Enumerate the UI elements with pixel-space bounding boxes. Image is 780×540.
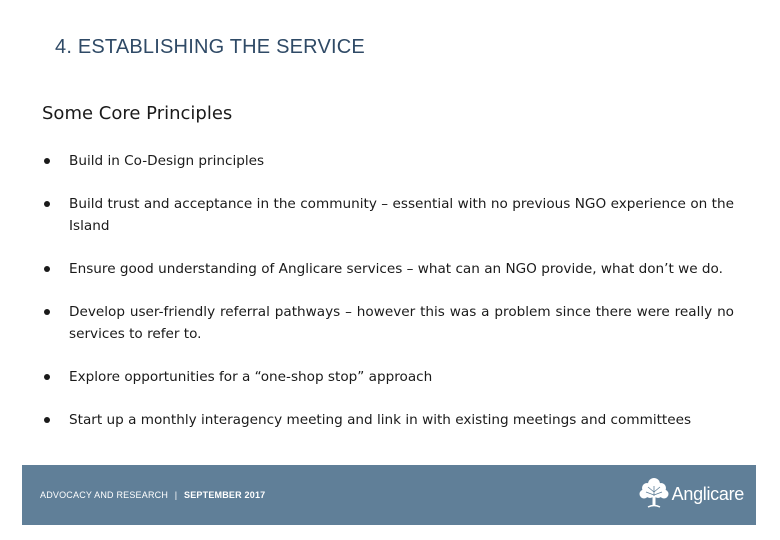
list-item-text: Develop user-friendly referral pathways – however this was a problem since there were really no services to refer to. <box>69 304 734 342</box>
list-item-text: Build in Co-Design principles <box>69 153 265 169</box>
footer-bar <box>22 465 756 525</box>
list-item <box>42 409 734 431</box>
list-item <box>42 193 734 237</box>
bullet-icon <box>44 158 50 164</box>
bullet-icon <box>44 266 50 272</box>
list-item-text: Start up a monthly interagency meeting and link in with existing meetings and committees <box>69 412 692 428</box>
list-item-text: Build trust and acceptance in the community – essential with no previous NGO experience on the Island <box>69 196 734 234</box>
bullet-icon <box>44 417 50 423</box>
footer-department: ADVOCACY AND RESEARCH <box>40 490 169 500</box>
list-item-text: Explore opportunities for a “one-shop stop” approach <box>69 369 433 385</box>
tree-icon <box>638 476 670 512</box>
slide-title: 4. ESTABLISHING THE SERVICE <box>55 36 365 58</box>
bullet-icon <box>44 201 50 207</box>
list-item <box>42 150 734 172</box>
bullet-icon <box>44 374 50 380</box>
logo-wordmark: Anglicare <box>671 483 744 504</box>
section-heading: Some Core Principles <box>42 103 233 124</box>
footer-text <box>40 490 265 500</box>
footer-date: SEPTEMBER 2017 <box>184 490 266 500</box>
footer-separator: | <box>174 490 178 500</box>
anglicare-logo <box>638 476 744 512</box>
list-item <box>42 258 734 280</box>
principles-list <box>42 150 734 452</box>
bullet-icon <box>44 309 50 315</box>
list-item-text: Ensure good understanding of Anglicare services – what can an NGO provide, what don’t we do. <box>69 261 723 277</box>
list-item <box>42 301 734 345</box>
list-item <box>42 366 734 388</box>
